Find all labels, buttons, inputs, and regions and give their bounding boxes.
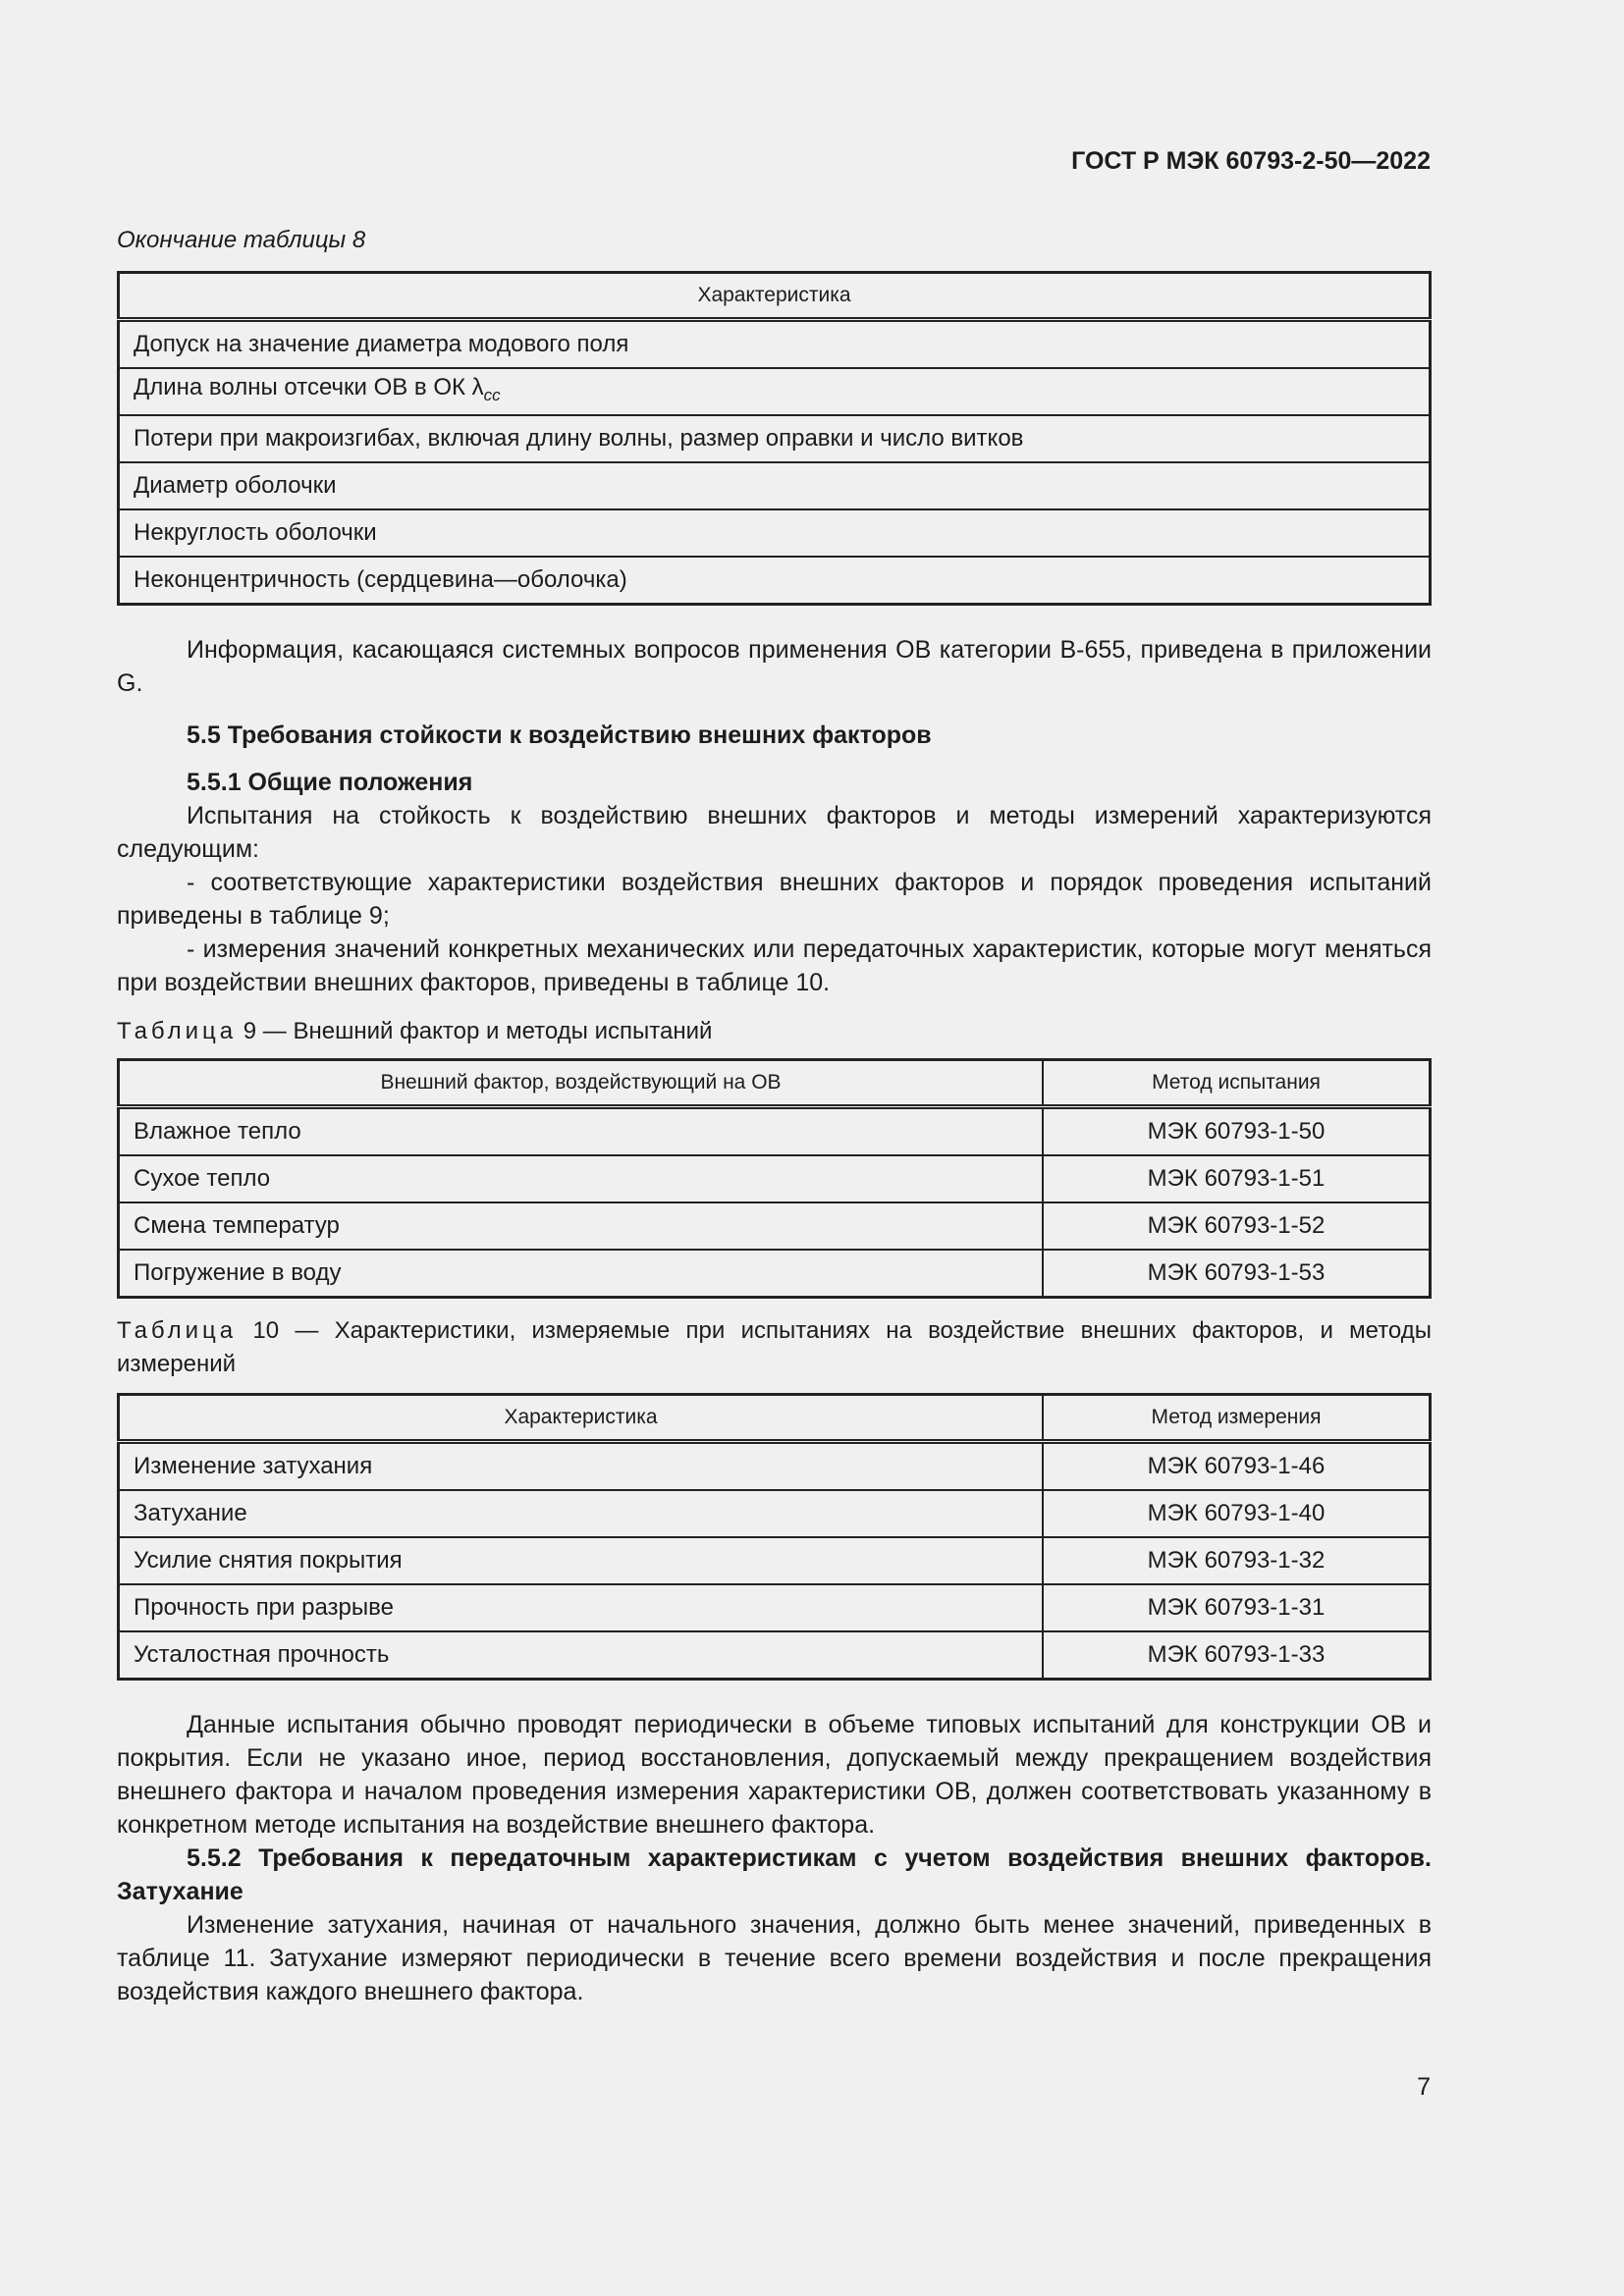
- table8-row: Допуск на значение диаметра модового поля: [119, 320, 1431, 369]
- page-number: 7: [1417, 2073, 1431, 2101]
- table-9: [117, 1058, 1432, 1299]
- table-row: [119, 1250, 1431, 1298]
- paragraph: Информация, касающаяся системных вопросов применения ОВ категории B-655, приведена в приложении G.: [117, 636, 1432, 697]
- table10-title: 10 — Характеристики, измеряемые при испытаниях на воздействие внешних факторов, и методы измерений: [117, 1317, 1433, 1377]
- table8-header: Характеристика: [119, 273, 1431, 320]
- table-cell: МЭК 60793-1-51: [1043, 1155, 1431, 1202]
- table8-row: Потери при макроизгибах, включая длину волны, размер оправки и число витков: [119, 415, 1431, 462]
- table-cell: Усталостная прочность: [119, 1631, 1044, 1680]
- table10-caption: [117, 1314, 1432, 1381]
- lambda-subscript: cc: [483, 385, 501, 404]
- paragraph: Испытания на стойкость к воздействию внешних факторов и методы измерений характеризуются следующим:: [117, 802, 1432, 863]
- table-cell: Изменение затухания: [119, 1442, 1044, 1491]
- table-row: [119, 1107, 1431, 1156]
- document-header: ГОСТ Р МЭК 60793-2-50—2022: [1071, 147, 1431, 175]
- table8-row: Некруглость оболочки: [119, 509, 1431, 557]
- table-label: Таблица: [117, 1018, 238, 1044]
- table9-header: Внешний фактор, воздействующий на ОВ: [119, 1060, 1044, 1107]
- table8-row: [119, 368, 1431, 415]
- table-cell: Погружение в воду: [119, 1250, 1044, 1298]
- table-cell: МЭК 60793-1-46: [1043, 1442, 1431, 1491]
- table-row: [119, 1537, 1431, 1584]
- table-cell: Затухание: [119, 1490, 1044, 1537]
- table-cell: Усилие снятия покрытия: [119, 1537, 1044, 1584]
- subsection-heading: 5.5.1 Общие положения: [187, 769, 473, 796]
- table10-header: Метод измерения: [1043, 1395, 1431, 1442]
- table-row: [119, 1155, 1431, 1202]
- table-cell: МЭК 60793-1-40: [1043, 1490, 1431, 1537]
- table-cell: МЭК 60793-1-31: [1043, 1584, 1431, 1631]
- table-10: [117, 1393, 1432, 1681]
- table-row: [119, 1490, 1431, 1537]
- table8-caption: Окончание таблицы 8: [117, 227, 366, 253]
- page-content: [117, 224, 1432, 2008]
- table-cell: МЭК 60793-1-50: [1043, 1107, 1431, 1156]
- table-label: Таблица: [117, 1317, 238, 1344]
- table-cell: Влажное тепло: [119, 1107, 1044, 1156]
- bullet-item: - соответствующие характеристики воздействия внешних факторов и порядок проведения испытаний приведены в таблице 9;: [117, 869, 1432, 930]
- paragraph: Изменение затухания, начиная от начального значения, должно быть менее значений, приведенных в таблице 11. Затухание измеряют периодически в течение всего времени воздействия и после прекращения воздействия каждого внешнего фактора.: [117, 1911, 1432, 2005]
- table-cell: МЭК 60793-1-32: [1043, 1537, 1431, 1584]
- table-row: [119, 1631, 1431, 1680]
- table-cell: МЭК 60793-1-33: [1043, 1631, 1431, 1680]
- table8-row-text: Длина волны отсечки ОВ в ОК λ: [134, 374, 484, 401]
- table-row: [119, 1442, 1431, 1491]
- table9-header: Метод испытания: [1043, 1060, 1431, 1107]
- section-heading: 5.5 Требования стойкости к воздействию внешних факторов: [187, 721, 932, 749]
- bullet-item: - измерения значений конкретных механических или передаточных характеристик, которые могут меняться при воздействии внешних факторов, приведены в таблице 10.: [117, 935, 1432, 996]
- table-cell: Смена температур: [119, 1202, 1044, 1250]
- table8-row: Неконцентричность (сердцевина—оболочка): [119, 557, 1431, 605]
- table-cell: МЭК 60793-1-52: [1043, 1202, 1431, 1250]
- table-8: [117, 271, 1432, 606]
- table-row: [119, 1584, 1431, 1631]
- table9-caption: [117, 1015, 1432, 1048]
- table-cell: МЭК 60793-1-53: [1043, 1250, 1431, 1298]
- table-cell: Сухое тепло: [119, 1155, 1044, 1202]
- paragraph: Данные испытания обычно проводят периодически в объеме типовых испытаний для конструкции ОВ и покрытия. Если не указано иное, период восстановления, допускаемый между прекращением воздействия внешнего фактора и началом проведения измерения характеристики ОВ, должен соответствовать указанному в конкретном методе испытания на воздействие внешнего фактора.: [117, 1711, 1432, 1839]
- subsection-heading: 5.5.2 Требования к передаточным характеристикам с учетом воздействия внешних факторов. Затухание: [117, 1844, 1432, 1905]
- table-row: [119, 1202, 1431, 1250]
- table-cell: Прочность при разрыве: [119, 1584, 1044, 1631]
- table10-header: Характеристика: [119, 1395, 1044, 1442]
- table8-row: Диаметр оболочки: [119, 462, 1431, 509]
- table9-title: 9 — Внешний фактор и методы испытаний: [243, 1018, 713, 1044]
